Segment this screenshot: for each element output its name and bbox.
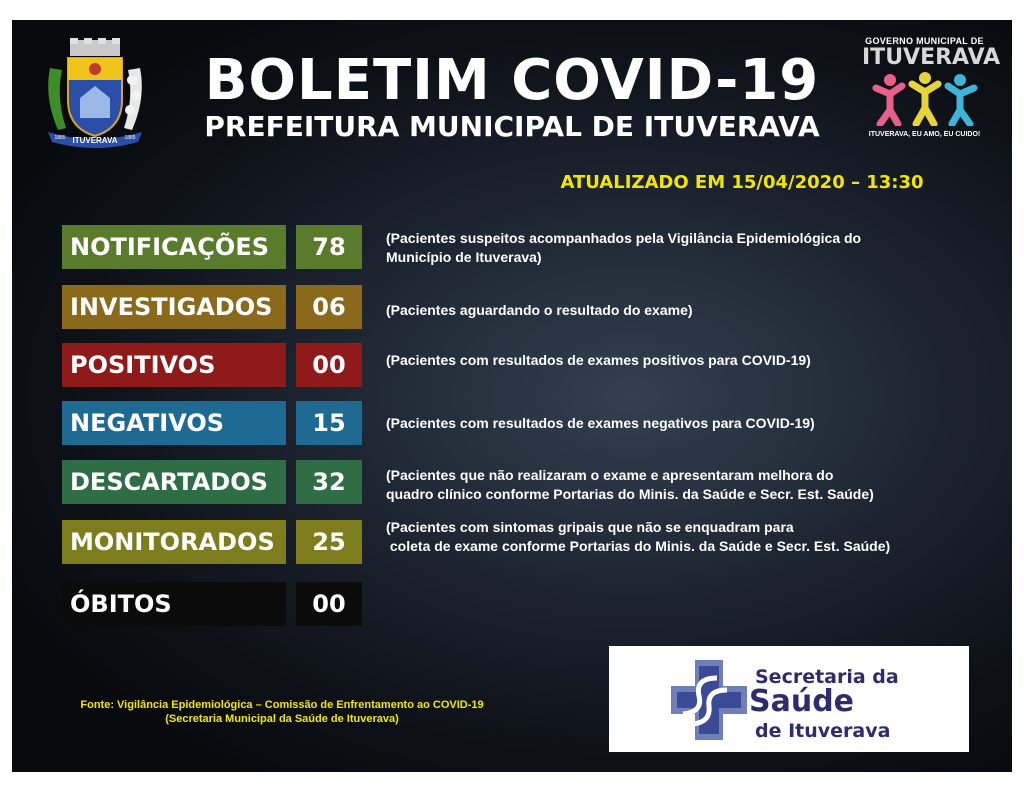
stat-description-line: (Pacientes suspeitos acompanhados pela Vigilância Epidemiológica do [386, 230, 862, 246]
logo-line2: ITUVERAVA [862, 45, 1001, 70]
stat-value: 78 [296, 225, 362, 269]
stat-label: ÓBITOS [62, 582, 286, 626]
stat-value: 06 [296, 285, 362, 329]
stat-description-line: Município de Ituverava) [386, 249, 542, 265]
stat-description-line: (Pacientes com sintomas gripais que não se enquadram para [386, 519, 794, 535]
stat-label: POSITIVOS [62, 343, 286, 387]
stat-value: 32 [296, 460, 362, 504]
logo-line1: GOVERNO MUNICIPAL DE [865, 36, 984, 46]
source-line: Fonte: Vigilância Epidemiológica – Comissão de Enfrentamento ao COVID-19 [80, 699, 484, 711]
stat-description-line: (Pacientes aguardando o resultado do exame) [386, 302, 693, 318]
stat-label: INVESTIGADOS [62, 285, 286, 329]
health-secretariat-logo [609, 646, 969, 752]
stat-description [386, 466, 874, 504]
stat-description [386, 518, 890, 556]
source-line: (Secretaria Municipal da Saúde de Ituverava) [165, 713, 399, 725]
stat-label: NEGATIVOS [62, 401, 286, 445]
stat-description-line: coleta de exame conforme Portarias do Minis. da Saúde e Secr. Est. Saúde) [386, 538, 891, 554]
stat-description [386, 351, 811, 370]
stat-description-line: (Pacientes com resultados de exames positivos para COVID-19) [386, 352, 811, 368]
crest-banner-text: ITUVERAVA [72, 136, 118, 145]
health-logo-line1: Secretaria da [755, 666, 899, 688]
stat-description [386, 229, 861, 267]
health-logo-line3: de Ituverava [755, 720, 891, 742]
stat-description-line: (Pacientes que não realizaram o exame e apresentaram melhora do [386, 467, 834, 483]
crest-year-right: 1885 [124, 135, 136, 141]
stat-description [386, 301, 693, 320]
stat-value: 15 [296, 401, 362, 445]
stat-value: 00 [296, 582, 362, 626]
stat-label: NOTIFICAÇÕES [62, 225, 286, 269]
stat-description-line: quadro clínico conforme Portarias do Minis. da Saúde e Secr. Est. Saúde) [386, 486, 874, 502]
crest-year-left: 1885 [54, 135, 66, 141]
stat-label: DESCARTADOS [62, 460, 286, 504]
source-note [52, 698, 512, 726]
stat-label: MONITORADOS [62, 520, 286, 564]
people-figures-icon [866, 70, 984, 126]
updated-timestamp: ATUALIZADO EM 15/04/2020 – 13:30 [560, 172, 924, 193]
stat-value: 25 [296, 520, 362, 564]
page-title: BOLETIM COVID-19 [204, 48, 820, 113]
stat-description-line: (Pacientes com resultados de exames negativos para COVID-19) [386, 415, 815, 431]
logo-tagline: ITUVERAVA, EU AMO, EU CUIDO! [868, 131, 981, 138]
bulletin-board [12, 20, 1012, 772]
health-logo-line2: Saúde [749, 684, 855, 719]
page-subtitle: PREFEITURA MUNICIPAL DE ITUVERAVA [204, 110, 820, 143]
medical-cross-icon [669, 656, 749, 742]
municipal-government-logo [862, 36, 1001, 154]
stat-description [386, 414, 815, 433]
stat-value: 00 [296, 343, 362, 387]
